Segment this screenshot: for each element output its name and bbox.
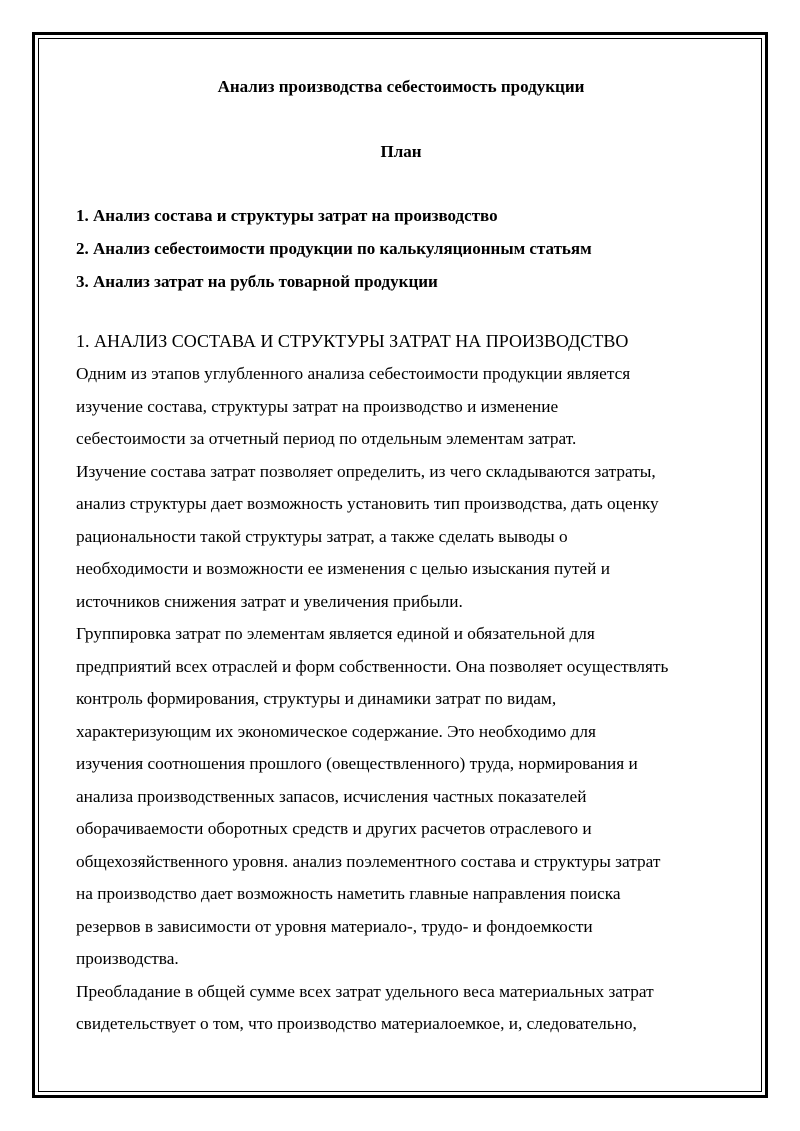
text-line: на производство дает возможность наметить главные направления поиска — [76, 884, 621, 903]
text-line: Группировка затрат по элементам является единой и обязательной для — [76, 624, 595, 643]
text-line: резервов в зависимости от уровня материало-, трудо- и фондоемкости — [76, 916, 593, 936]
text-line: оборачиваемости оборотных средств и других расчетов отраслевого и — [76, 819, 592, 838]
text-line: изучения соотношения прошлого (овеществленного) труда, нормирования и — [76, 754, 638, 773]
text-line: себестоимости за отчетный период по отдельным элементам затрат. — [76, 429, 577, 448]
text-line: источников снижения затрат и увеличения прибыли. — [76, 591, 463, 611]
plan-heading: План — [380, 142, 422, 161]
document-title: Анализ производства себестоимость продукции — [217, 77, 585, 96]
text-line: необходимости и возможности ее изменения с целью изыскания путей и — [76, 559, 610, 578]
text-line: Одним из этапов углубленного анализа себестоимости продукции является — [76, 364, 631, 383]
paragraph — [76, 618, 726, 976]
text-line: характеризующим их экономическое содержание. Это необходимо для — [76, 721, 596, 741]
text-line: изучение состава, структуры затрат на производство и изменение — [76, 396, 559, 416]
section-heading: 1. АНАЛИЗ СОСТАВА И СТРУКТУРЫ ЗАТРАТ НА ПРОИЗВОДСТВО — [76, 331, 629, 351]
paragraph — [76, 358, 726, 456]
text-line: Изучение состава затрат позволяет определить, из чего складываются затраты, — [76, 461, 656, 481]
plan-item: 1. Анализ состава и структуры затрат на производство — [76, 206, 498, 225]
text-line: контроль формирования, структуры и динамики затрат по видам, — [76, 689, 557, 708]
text-line: анализ структуры дает возможность установить тип производства, дать оценку — [76, 494, 659, 513]
document-body — [76, 76, 726, 1041]
plan-item: 2. Анализ себестоимости продукции по калькуляционным статьям — [76, 239, 592, 258]
paragraph — [76, 456, 726, 619]
text-line: общехозяйственного уровня. анализ поэлементного состава и структуры затрат — [76, 851, 661, 871]
text-line: анализа производственных запасов, исчисления частных показателей — [76, 786, 587, 806]
text-line: рациональности такой структуры затрат, а также сделать выводы о — [76, 526, 568, 546]
text-line: производства. — [76, 949, 179, 968]
plan-item: 3. Анализ затрат на рубль товарной продукции — [76, 272, 438, 291]
text-line: Преобладание в общей сумме всех затрат удельного веса материальных затрат — [76, 981, 654, 1001]
text-line: свидетельствует о том, что производство материалоемкое, и, следовательно, — [76, 1014, 637, 1033]
text-line: предприятий всех отраслей и форм собственности. Она позволяет осуществлять — [76, 656, 669, 676]
paragraph — [76, 976, 726, 1041]
plan-list — [76, 205, 726, 293]
